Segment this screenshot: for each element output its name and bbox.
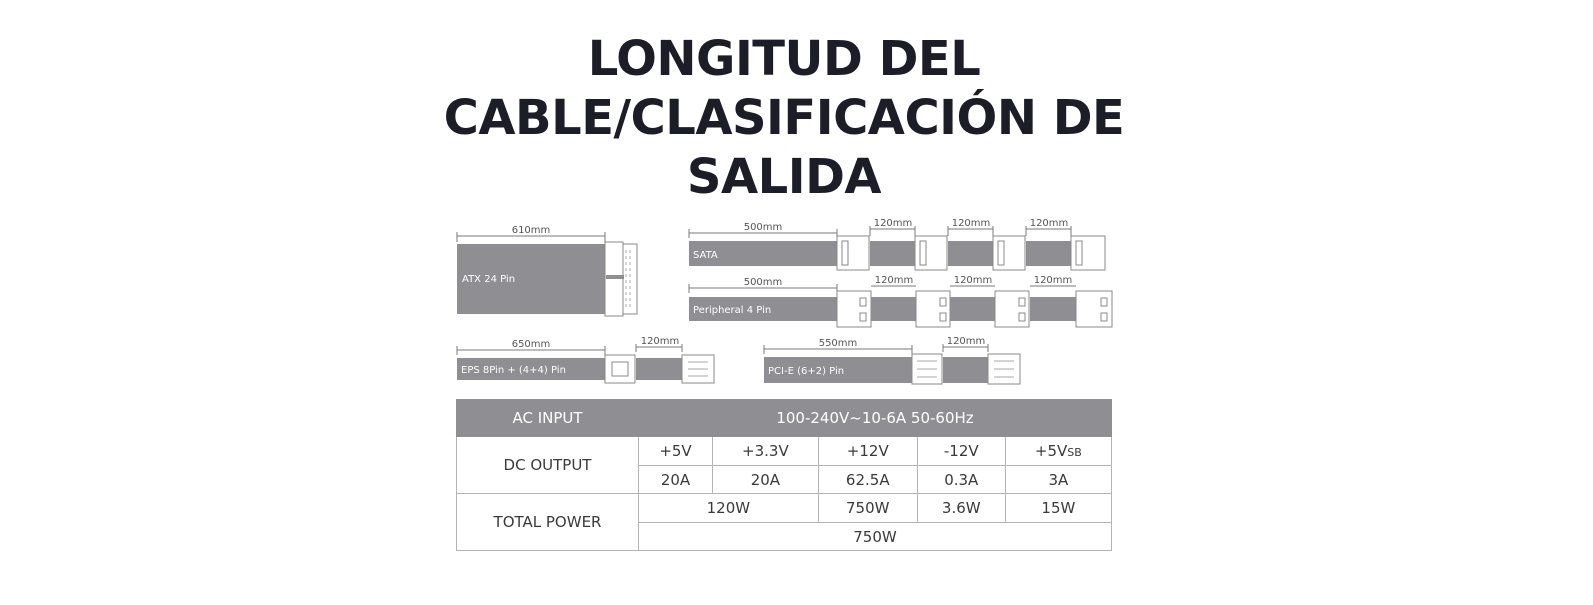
ac-input-label: AC INPUT	[457, 400, 639, 437]
peripheral-length-4: 120mm	[1033, 275, 1073, 286]
ac-input-row	[457, 400, 1112, 437]
rail-5vsb	[1005, 437, 1111, 466]
pcie-cable-label: PCI-E (6+2) Pin	[768, 366, 845, 377]
cable-atx	[457, 225, 637, 316]
power-5vsb: 15W	[1005, 494, 1111, 523]
rail-3v3: +3.3V	[713, 437, 819, 466]
cable-eps	[457, 336, 714, 383]
eps-cable-label: EPS 8Pin + (4+4) Pin	[461, 365, 566, 376]
pcie-length-2: 120mm	[946, 336, 986, 347]
rail-5v: +5V	[639, 437, 713, 466]
peripheral-cable-label: Peripheral 4 Pin	[693, 305, 772, 316]
rail-neg12v: -12V	[917, 437, 1005, 466]
total-power-label: TOTAL POWER	[457, 494, 639, 551]
current-3v3: 20A	[713, 466, 819, 494]
rail-5vsb-sub: SB	[1067, 446, 1082, 459]
cable-sata	[689, 218, 1105, 270]
atx-cable-label: ATX 24 Pin	[462, 274, 516, 285]
eps-length-1: 650mm	[511, 339, 551, 350]
title-line-2: CABLE/CLASIFICACIÓN DE	[443, 90, 1125, 146]
sata-cable-label: SATA	[693, 250, 718, 261]
atx-length-label: 610mm	[511, 225, 551, 236]
power-neg12v: 3.6W	[917, 494, 1005, 523]
cable-pcie	[764, 336, 1020, 384]
title-line-1: LONGITUD DEL	[587, 31, 981, 87]
dc-output-label: DC OUTPUT	[457, 437, 639, 494]
power-5v-3v3: 120W	[639, 494, 819, 523]
ac-input-value: 100-240V~10-6A 50-60Hz	[639, 400, 1112, 437]
title-line-3: SALIDA	[686, 149, 882, 205]
current-5v: 20A	[639, 466, 713, 494]
sata-length-1: 500mm	[743, 222, 783, 233]
power-row	[457, 494, 1112, 523]
peripheral-length-3: 120mm	[953, 275, 993, 286]
current-neg12v: 0.3A	[917, 466, 1005, 494]
pcie-length-1: 550mm	[818, 338, 858, 349]
output-spec-table	[456, 399, 1112, 551]
current-12v: 62.5A	[818, 466, 917, 494]
eps-length-2: 120mm	[640, 336, 680, 347]
total-power-value: 750W	[639, 523, 1112, 551]
peripheral-length-1: 500mm	[743, 277, 783, 288]
rail-12v: +12V	[818, 437, 917, 466]
sata-length-4: 120mm	[1029, 218, 1069, 229]
cable-peripheral	[689, 275, 1112, 327]
dc-rails-row	[457, 437, 1112, 466]
current-5vsb: 3A	[1005, 466, 1111, 494]
peripheral-length-2: 120mm	[874, 275, 914, 286]
power-12v: 750W	[818, 494, 917, 523]
sata-length-2: 120mm	[873, 218, 913, 229]
sata-length-3: 120mm	[951, 218, 991, 229]
rail-5vsb-main: +5V	[1034, 442, 1068, 460]
